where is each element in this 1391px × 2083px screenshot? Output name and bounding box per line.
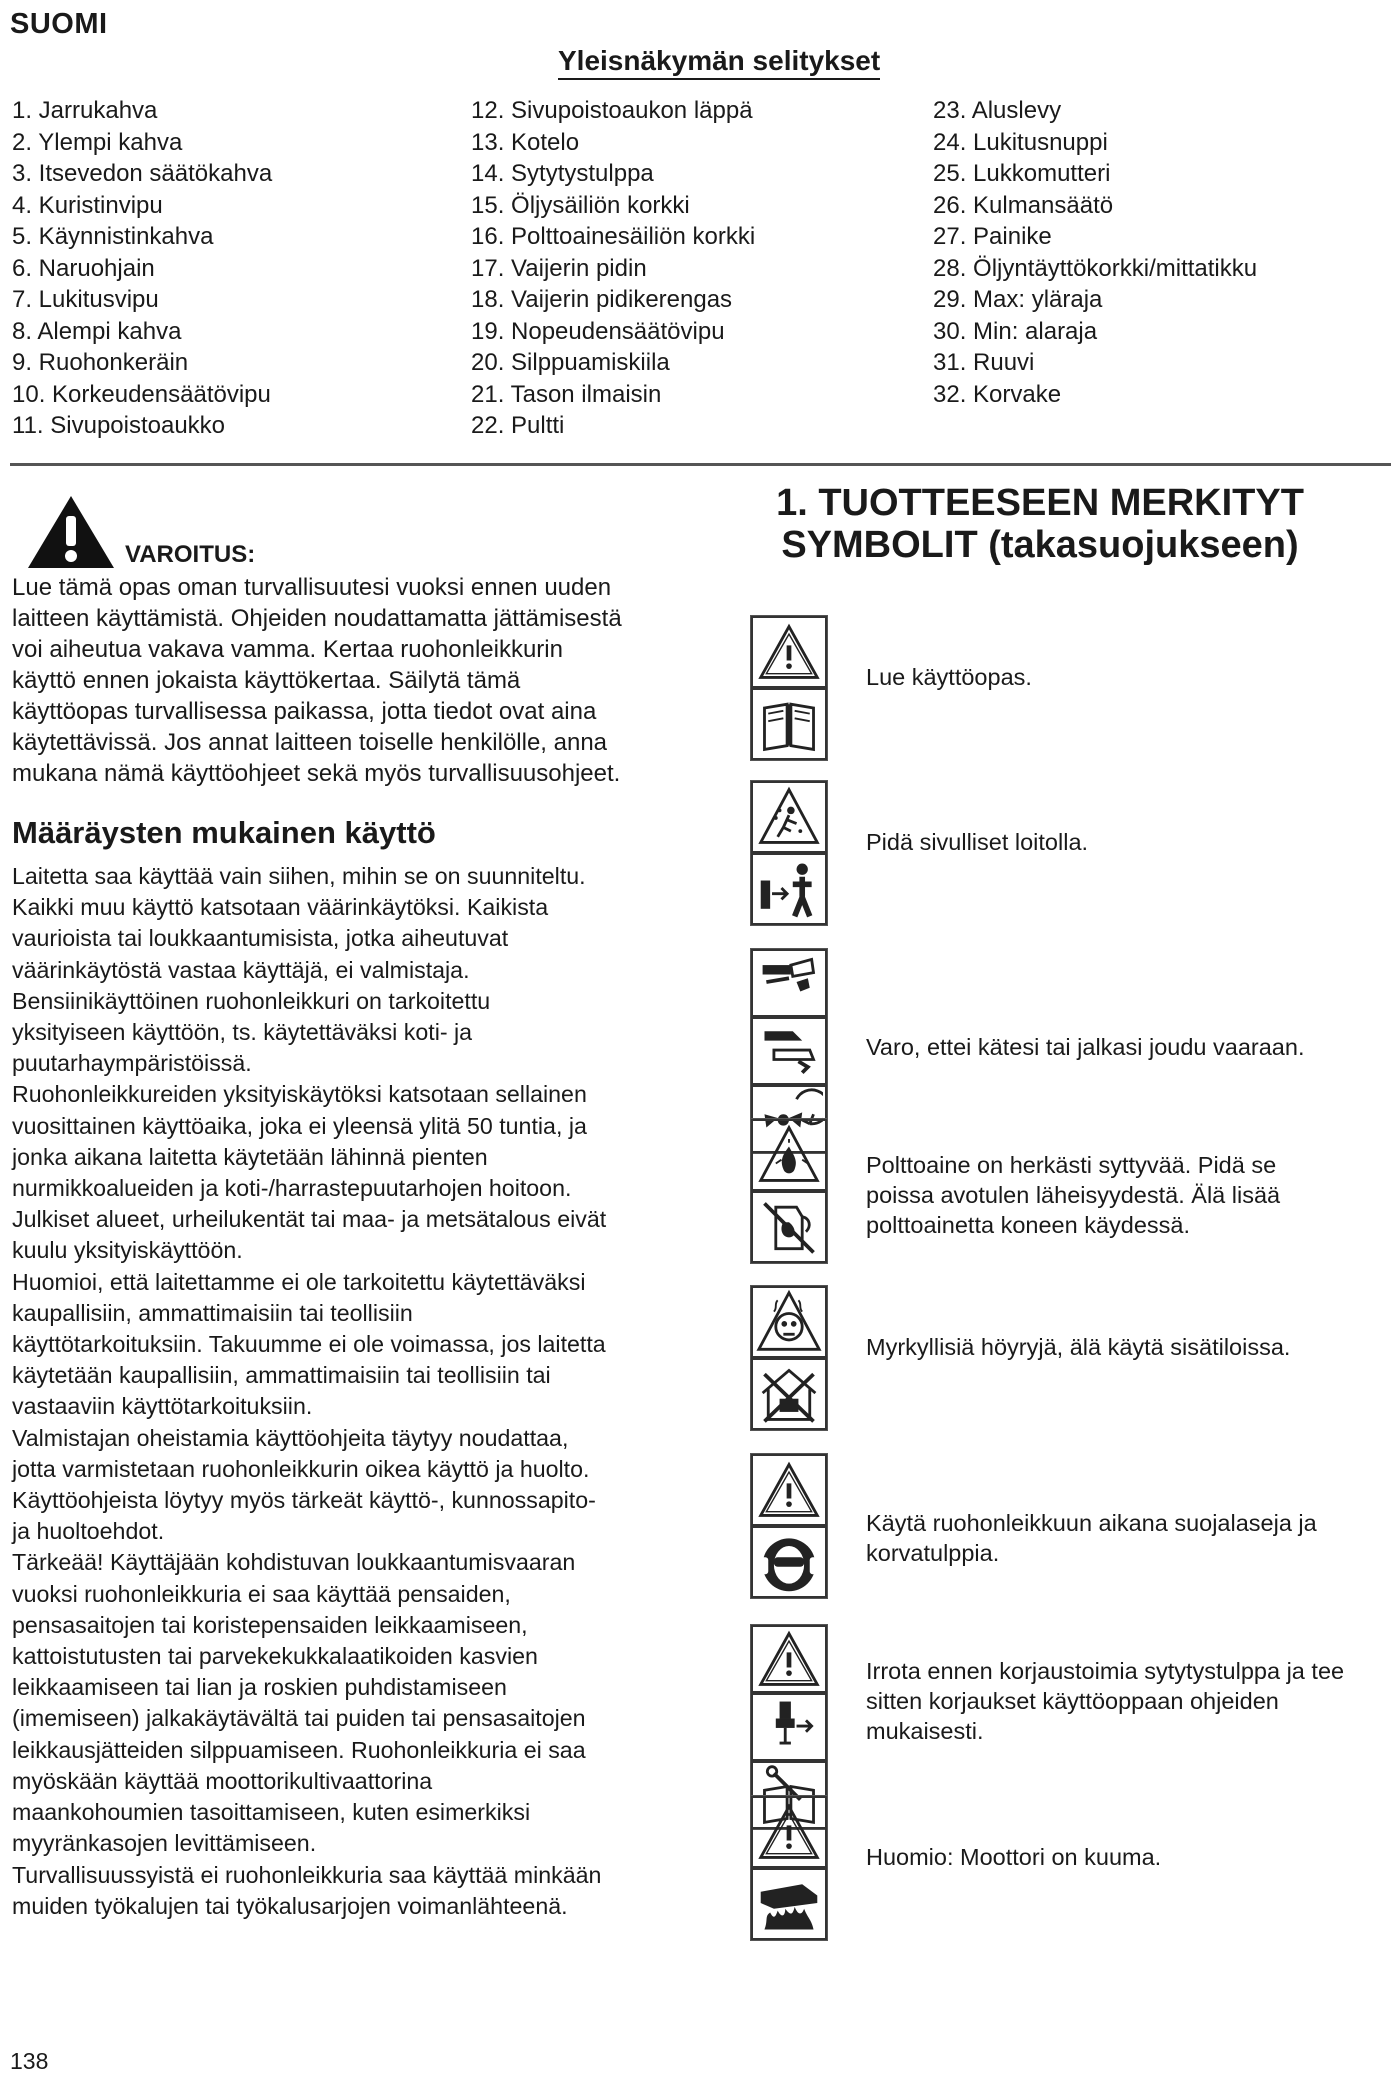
- warning-text-line: voi aiheutua vakava vamma. Kertaa ruohonleikkurin: [12, 636, 563, 663]
- thrown-objects-icon: [751, 781, 827, 853]
- symbol-description: [866, 1332, 1366, 1362]
- symbol-description-line: Varo, ettei kätesi tai jalkasi joudu vaaraan.: [866, 1034, 1305, 1060]
- legend-item: 24. Lukitusnuppi: [933, 128, 1108, 156]
- symbol-icon-group: [750, 1453, 828, 1599]
- no-indoor-use-icon: [751, 1358, 827, 1430]
- symbol-description-line: Huomio: Moottori on kuuma.: [866, 1844, 1162, 1870]
- legend-item: 3. Itsevedon säätökahva: [12, 160, 273, 187]
- usage-text-line: leikkausjätteiden silppuamiseen. Ruohonleikkuria ei saa: [12, 1736, 586, 1763]
- symbol-description-line: poissa avotulen läheisyydestä. Älä lisää: [866, 1182, 1281, 1208]
- legend-item: 21. Tason ilmaisin: [471, 380, 662, 408]
- symbol-description: [866, 827, 1366, 857]
- usage-text-line: myöskään käyttää moottorikultivaattorina: [12, 1767, 433, 1794]
- legend-item: 13. Kotelo: [471, 128, 580, 156]
- legend-item: 32. Korvake: [933, 380, 1062, 408]
- usage-text-line: leikkaamiseen tai lian ja roskien puhdistamiseen: [12, 1674, 507, 1701]
- symbol-description-line: sitten korjaukset käyttöoppaan ohjeiden: [866, 1688, 1279, 1714]
- symbol-description-line: Polttoaine on herkästi syttyvää. Pidä se: [866, 1152, 1277, 1178]
- usage-text-line: Ruohonleikkureiden yksityiskäytöksi katsotaan sellainen: [12, 1081, 587, 1108]
- manual-book-icon: [751, 688, 827, 760]
- legend-item: 30. Min: alaraja: [933, 317, 1098, 345]
- language-heading: SUOMI: [10, 8, 108, 40]
- legend-item: 5. Käynnistinkahva: [12, 223, 214, 250]
- warning-label: VAROITUS:: [125, 541, 256, 568]
- symbol-description: [866, 1032, 1366, 1062]
- usage-text-line: pensasaitojen tai koristepensaiden leikkaamiseen,: [12, 1611, 528, 1638]
- usage-text-line: Kaikki muu käyttö katsotaan väärinkäytöksi. Kaikista: [12, 894, 549, 921]
- symbol-icon-group: [750, 1285, 828, 1431]
- usage-text-line: vaurioista tai loukkaantumisista, jotka aiheutuvat: [12, 925, 509, 952]
- warning-triangle-icon: [751, 1454, 827, 1526]
- legend-item: 1. Jarrukahva: [12, 97, 158, 124]
- usage-text-line: vuosittainen käyttöaika, joka ei yleensä ylitä 50 tuntia, ja: [12, 1112, 587, 1139]
- symbols-heading-line-2: SYMBOLIT (takasuojukseen): [781, 524, 1299, 566]
- usage-text-line: Laitetta saa käyttää vain siihen, mihin se on suunniteltu.: [12, 863, 586, 889]
- symbol-description: [866, 1150, 1366, 1240]
- usage-text-line: kuulu yksityiskäyttöön.: [12, 1237, 243, 1264]
- legend-item: 23. Aluslevy: [933, 97, 1062, 124]
- symbol-description-line: mukaisesti.: [866, 1718, 984, 1744]
- usage-body: [12, 861, 674, 1922]
- symbol-description-line: polttoainetta koneen käydessä.: [866, 1212, 1191, 1238]
- warning-text-line: käyttö ennen jokaista käyttökertaa. Säilytä tämä: [12, 667, 521, 694]
- legend-item: 4. Kuristinvipu: [12, 191, 163, 219]
- keep-distance-icon: [751, 853, 827, 925]
- spark-plug-icon: [751, 1693, 827, 1761]
- eye-ear-protection-icon: [751, 1526, 827, 1598]
- usage-text-line: yksityiseen käyttöön, ts. käytettäväksi koti- ja: [12, 1019, 473, 1046]
- warning-text: [12, 572, 672, 789]
- warning-text-line: käytettävissä. Jos annat laitteen toiselle henkilölle, anna: [12, 729, 608, 756]
- legend-item: 27. Painike: [933, 223, 1052, 250]
- legend-column-1: [12, 95, 462, 442]
- symbol-description-line: Lue käyttöopas.: [866, 664, 1032, 690]
- legend-item: 2. Ylempi kahva: [12, 128, 183, 156]
- warning-triangle-icon: [26, 494, 116, 575]
- legend-item: 19. Nopeudensäätövipu: [471, 317, 725, 345]
- warning-text-line: Lue tämä opas oman turvallisuutesi vuoksi ennen uuden: [12, 574, 612, 601]
- usage-text-line: maankohoumien tasoittamiseen, kuten esimerkiksi: [12, 1799, 531, 1826]
- usage-text-line: Julkiset alueet, urheilukentät tai maa- ja metsätalous eivät: [12, 1206, 607, 1233]
- warning-triangle-icon: [751, 1625, 827, 1693]
- usage-text-line: vastaaviin käyttötarkoituksiin.: [12, 1393, 313, 1420]
- section-divider: [10, 463, 1391, 466]
- legend-item: 20. Silppuamiskiila: [471, 349, 670, 376]
- symbol-description: [866, 1508, 1366, 1568]
- symbol-icon-group: [750, 780, 828, 926]
- usage-text-line: väärinkäytöstä vastaa käyttäjä, ei valmistaja.: [12, 956, 470, 983]
- usage-text-line: Tärkeää! Käyttäjään kohdistuvan loukkaantumisvaaran: [12, 1549, 576, 1576]
- symbols-heading-line-1: 1. TUOTTEESEEN MERKITYT: [776, 482, 1304, 524]
- usage-text-line: käytetään kaupallisiin, ammattimaisiin tai teollisiin tai: [12, 1362, 551, 1389]
- legend-column-2: [471, 95, 921, 442]
- symbol-description: [866, 1842, 1366, 1872]
- symbol-icon-group: [750, 615, 828, 761]
- usage-text-line: (imemiseen) jalkakäytävältä tai puiden tai pensasaitojen: [12, 1705, 586, 1732]
- legend-item: 15. Öljysäiliön korkki: [471, 191, 690, 219]
- symbol-description-line: Pidä sivulliset loitolla.: [866, 829, 1089, 855]
- usage-text-line: jotta varmistetaan ruohonleikkurin oikea käyttö ja huolto.: [12, 1455, 590, 1482]
- symbols-heading: [690, 482, 1390, 566]
- usage-text-line: käyttötarkoituksiin. Takuumme ei ole voimassa, jos laitetta: [12, 1331, 606, 1358]
- usage-text-line: jonka aikana laitetta käytetään lähinnä pienten: [12, 1143, 488, 1170]
- hot-surface-icon: [751, 1868, 827, 1940]
- legend-item: 25. Lukkomutteri: [933, 160, 1111, 187]
- symbol-description: [866, 662, 1366, 692]
- symbol-description-line: Käytä ruohonleikkuun aikana suojalaseja ja: [866, 1510, 1317, 1536]
- foot-blade-icon: [751, 1017, 827, 1085]
- usage-text-line: Käyttöohjeista löytyy myös tärkeät käyttö-, kunnossapito-: [12, 1487, 596, 1514]
- legend-item: 16. Polttoainesäiliön korkki: [471, 223, 756, 250]
- usage-text-line: Huomioi, että laitettamme ei ole tarkoitettu käytettäväksi: [12, 1268, 586, 1295]
- fire-hazard-icon: [751, 1119, 827, 1191]
- legend-item: 18. Vaijerin pidikerengas: [471, 286, 733, 313]
- usage-text-line: myyränkasojen levittämiseen.: [12, 1830, 317, 1857]
- no-refuel-running-icon: [751, 1191, 827, 1263]
- legend-item: 9. Ruohonkeräin: [12, 349, 189, 376]
- legend-item: 7. Lukitusvipu: [12, 286, 159, 313]
- warning-text-line: mukana nämä käyttöohjeet sekä myös turvallisuusohjeet.: [12, 760, 621, 787]
- usage-text-line: nurmikkoalueiden ja koti-/harrastepuutarhojen hoitoon.: [12, 1175, 572, 1202]
- hand-blade-icon: [751, 949, 827, 1017]
- symbol-description-line: Irrota ennen korjaustoimia sytytystulppa ja tee: [866, 1658, 1345, 1684]
- symbol-description-line: Myrkyllisiä höyryjä, älä käytä sisätiloissa.: [866, 1334, 1291, 1360]
- legend-item: 8. Alempi kahva: [12, 317, 182, 345]
- usage-text-line: Bensiinikäyttöinen ruohonleikkuri on tarkoitettu: [12, 987, 491, 1014]
- warning-triangle-icon: [751, 1796, 827, 1868]
- legend-item: 11. Sivupoistoaukko: [12, 412, 226, 439]
- legend-item: 10. Korkeudensäätövipu: [12, 380, 271, 408]
- legend-item: 22. Pultti: [471, 412, 565, 439]
- symbol-icon-group: [750, 1118, 828, 1264]
- legend-item: 12. Sivupoistoaukon läppä: [471, 97, 753, 124]
- legend-item: 31. Ruuvi: [933, 349, 1035, 376]
- legend-item: 29. Max: yläraja: [933, 286, 1103, 313]
- legend-item: 14. Sytytystulppa: [471, 160, 654, 187]
- usage-text-line: vuoksi ruohonleikkuria ei saa käyttää pensaiden,: [12, 1580, 511, 1607]
- toxic-fumes-icon: [751, 1286, 827, 1358]
- warning-triangle-icon: [751, 616, 827, 688]
- usage-heading: Määräysten mukainen käyttö: [12, 815, 436, 850]
- legend-item: 28. Öljyntäyttökorkki/mittatikku: [933, 254, 1258, 282]
- symbol-icon-group: [750, 1795, 828, 1941]
- usage-text-line: puutarhaympäristöissä.: [12, 1050, 252, 1077]
- warning-text-line: laitteen käyttämistä. Ohjeiden noudattamatta jättämisestä: [12, 605, 622, 632]
- usage-text-line: muiden työkalujen tai työkalusarjojen voimanlähteenä.: [12, 1892, 568, 1919]
- legend-item: 26. Kulmansäätö: [933, 191, 1114, 219]
- legend-item: 17. Vaijerin pidin: [471, 254, 647, 282]
- usage-text-line: Valmistajan oheistamia käyttöohjeita täytyy noudattaa,: [12, 1424, 569, 1451]
- symbol-description: [866, 1656, 1366, 1746]
- legend-column-3: [933, 95, 1383, 410]
- page-number: 138: [10, 2048, 49, 2074]
- overview-title: Yleisnäkymän selitykset: [558, 45, 880, 80]
- symbol-description-line: korvatulppia.: [866, 1540, 1000, 1566]
- warning-text-line: käyttöopas turvallisessa paikassa, jotta tiedot ovat aina: [12, 698, 597, 725]
- legend-item: 6. Naruohjain: [12, 254, 155, 282]
- usage-text-line: ja huoltoehdot.: [12, 1518, 165, 1545]
- usage-text-line: kaupallisiin, ammattimaisiin tai teollisiin: [12, 1299, 413, 1326]
- usage-text-line: Turvallisuussyistä ei ruohonleikkuria saa käyttää minkään: [12, 1861, 602, 1888]
- usage-text-line: kattoistutusten tai parvekekukkalaatikoiden kasvien: [12, 1643, 538, 1670]
